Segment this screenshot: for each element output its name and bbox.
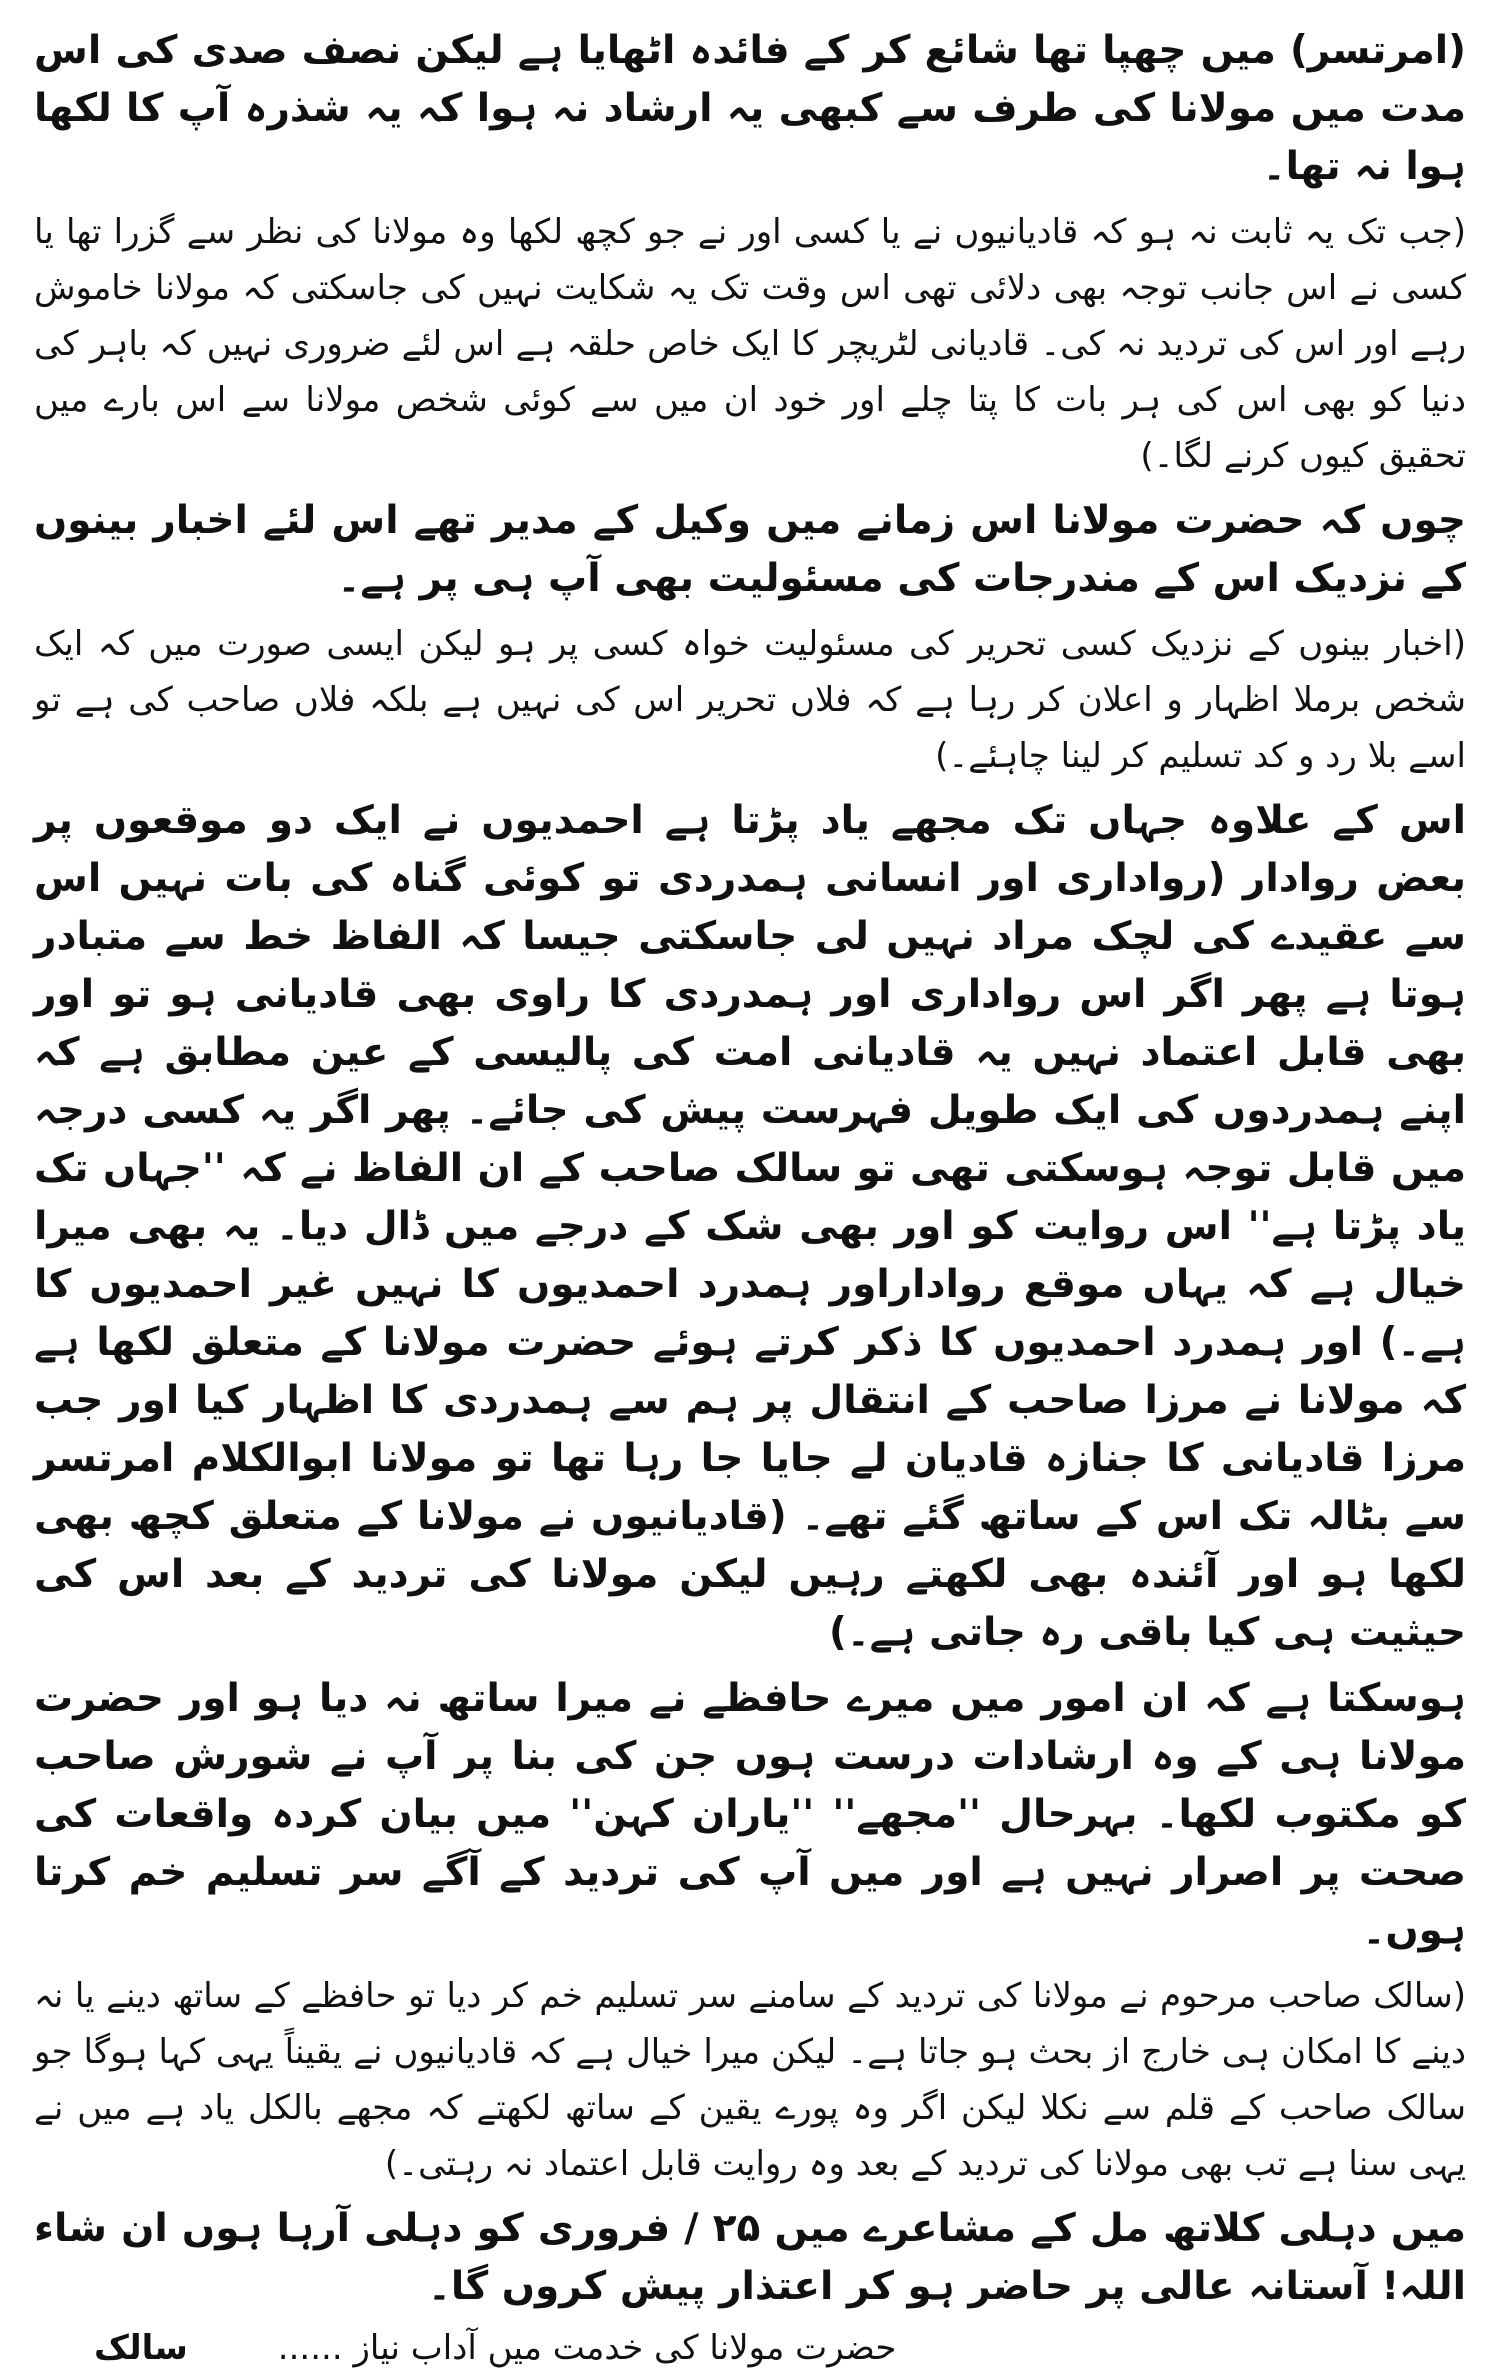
paragraph-main: ہوسکتا ہے کہ ان امور میں میرے حافظے نے میرا ساتھ نہ دیا ہو اور حضرت مولانا ہی کے وہ ارشادات درست ہوں جن کی بنا پر آپ نے شورش صاحب کو مکتوب لکھا۔ بہرحال ''مجھے'' ''یاران کہن'' میں بیان کردہ واقعات کی صحت پر اصرار نہیں ہے اور میں آپ کی تردید کے آگے سر تسلیم خم کرتا ہوں۔: [34, 1676, 1466, 1953]
closing-greeting: حضرت مولانا کی خدمت میں آداب نیاز ......: [277, 2328, 897, 2368]
signature-line: [34, 2320, 1466, 2376]
paragraph-main: (امرتسر) میں چھپا تھا شائع کر کے فائدہ اٹھایا ہے لیکن نصف صدی کی اس مدت میں مولانا کی طرف سے کبھی یہ ارشاد نہ ہوا کہ یہ شذرہ آپ کا لکھا ہوا نہ تھا۔: [34, 28, 1466, 189]
paragraph-editorial-note: (اخبار بینوں کے نزدیک کسی تحریر کی مسئولیت خواہ کسی پر ہو لیکن ایسی صورت میں کہ ایک شخص برملا اظہار و اعلان کر رہا ہے کہ فلاں تحریر اس کی نہیں ہے بلکہ فلاں صاحب کی ہے تو اسے بلا رد و کد تسلیم کر لینا چاہئے۔): [34, 624, 1466, 776]
signature-name: سالک: [94, 2328, 188, 2368]
paragraph-editorial-note: (سالک صاحب مرحوم نے مولانا کی تردید کے سامنے سر تسلیم خم کر دیا تو حافظے کے ساتھ دینے یا نہ دینے کا امکان ہی خارج از بحث ہو جاتا ہے۔ لیکن میرا خیال ہے کہ قادیانیوں نے یقیناً یہی کہا ہوگا جو سالک صاحب کے قلم سے نکلا لیکن اگر وہ پورے یقین کے ساتھ لکھتے کہ مجھے بالکل یاد ہے میں نے یہی سنا ہے تب بھی مولانا کی تردید کے بعد وہ روایت قابل اعتماد نہ رہتی۔): [34, 1976, 1466, 2184]
paragraph-editorial-note: (جب تک یہ ثابت نہ ہو کہ قادیانیوں نے یا کسی اور نے جو کچھ لکھا وہ مولانا کی نظر سے گزرا تھا یا کسی نے اس جانب توجہ بھی دلائی تھی اس وقت تک یہ شکایت نہیں کی جاسکتی کہ مولانا خاموش رہے اور اس کی تردید نہ کی۔ قادیانی لٹریچر کا ایک خاص حلقہ ہے اس لئے ضروری نہیں کہ باہر کی دنیا کو بھی اس کی ہر بات کا پتا چلے اور خود ان میں سے کوئی شخص مولانا سے اس بارے میں تحقیق کیوں کرنے لگا۔): [34, 212, 1466, 476]
paragraph-main: اس کے علاوہ جہاں تک مجھے یاد پڑتا ہے احمدیوں نے ایک دو موقعوں پر بعض روادار (رواداری اور انسانی ہمدردی تو کوئی گناہ کی بات نہیں اس سے عقیدے کی لچک مراد نہیں لی جاسکتی جیسا کہ الفاظ خط سے متبادر ہوتا ہے پھر اگر اس رواداری اور ہمدردی کا راوی بھی قادیانی ہو تو اور بھی قابل اعتماد نہیں یہ قادیانی امت کی پالیسی کے عین مطابق ہے کہ اپنے ہمدردوں کی ایک طویل فہرست پیش کی جائے۔ پھر اگر یہ کسی درجہ میں قابل توجہ ہوسکتی تھی تو سالک صاحب کے ان الفاظ نے کہ ''جہاں تک یاد پڑتا ہے'' اس روایت کو اور بھی شک کے درجے میں ڈال دیا۔ یہ بھی میرا خیال ہے کہ یہاں موقع رواداراور ہمدرد احمدیوں کا نہیں غیر احمدیوں کا ہے۔) اور ہمدرد احمدیوں کا ذکر کرتے ہوئے حضرت مولانا کے متعلق لکھا ہے کہ مولانا نے مرزا صاحب کے انتقال پر ہم سے ہمدردی کا اظہار کیا اور جب مرزا قادیانی کا جنازہ قادیان لے جایا جا رہا تھا تو مولانا ابوالکلام امرتسر سے بٹالہ تک اس کے ساتھ گئے تھے۔ (قادیانیوں نے مولانا کے متعلق کچھ بھی لکھا ہو اور آئندہ بھی لکھتے رہیں لیکن مولانا کی تردید کے بعد اس کی حیثیت ہی کیا باقی رہ جاتی ہے۔): [34, 798, 1466, 1655]
paragraph-main: چوں کہ حضرت مولانا اس زمانے میں وکیل کے مدیر تھے اس لئے اخبار بینوں کے نزدیک اس کے مندرجات کی مسئولیت بھی آپ ہی پر ہے۔: [34, 498, 1466, 601]
paragraph-main: میں دہلی کلاتھ مل کے مشاعرے میں ۲۵ / فروری کو دہلی آرہا ہوں ان شاء اللہ! آستانہ عالی پر حاضر ہو کر اعتذار پیش کروں گا۔: [34, 2206, 1466, 2309]
